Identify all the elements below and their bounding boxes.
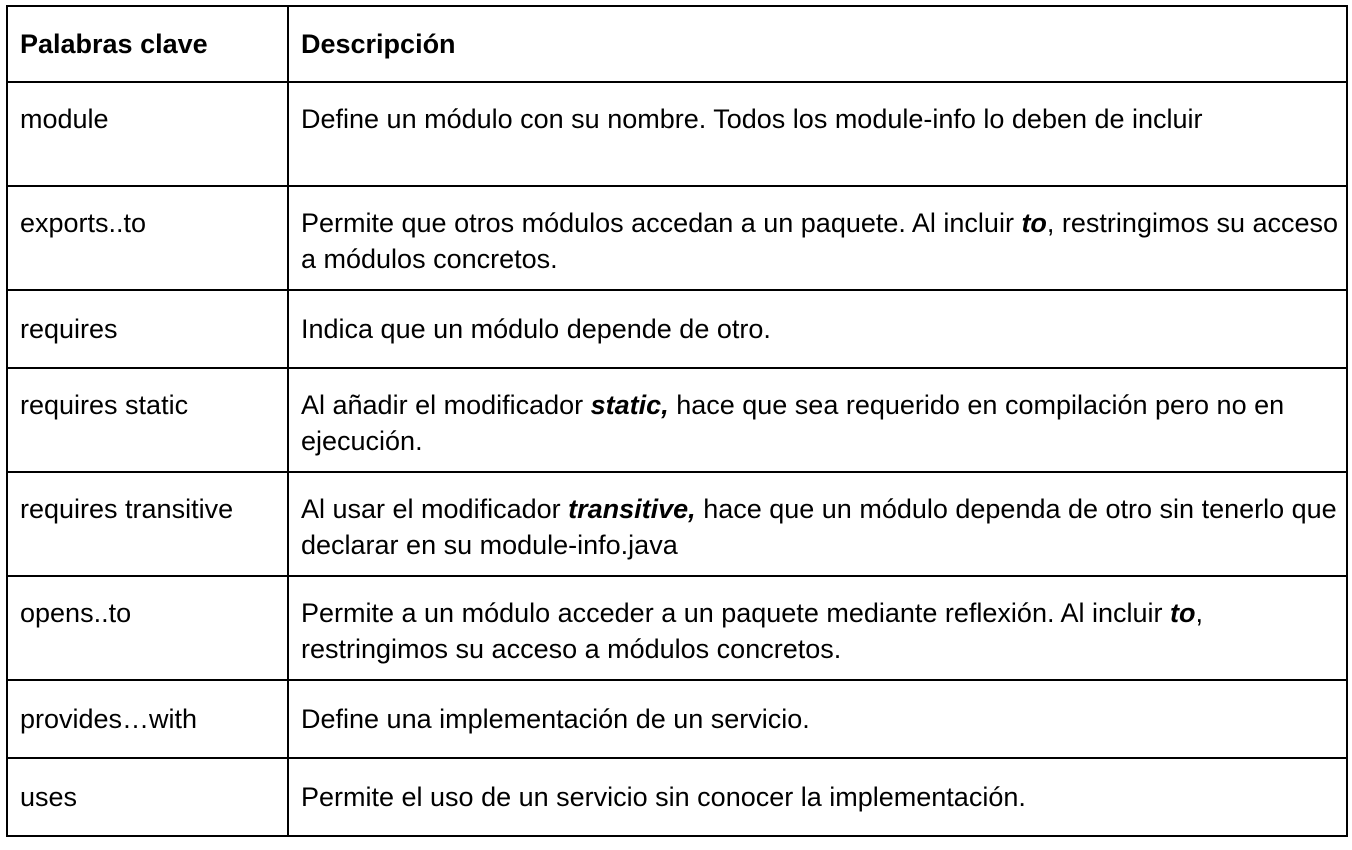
description-cell	[288, 186, 1347, 290]
keywords-table	[6, 5, 1348, 837]
table-row	[7, 680, 1347, 758]
header-description: Descripción	[288, 6, 1347, 82]
description-emphasis: transitive,	[568, 494, 696, 524]
description-text: Permite el uso de un servicio sin conocer la implementación.	[301, 782, 1026, 812]
table-row	[7, 576, 1347, 680]
description-cell	[288, 576, 1347, 680]
description-text-after: hace que un módulo dependa de otro sin tenerlo que declarar en su module-info.java	[301, 494, 1337, 560]
description-text: Define una implementación de un servicio.	[301, 704, 810, 734]
keyword-cell: requires static	[7, 368, 288, 472]
description-text: Al usar el modificador	[301, 494, 569, 524]
description-cell	[288, 472, 1347, 576]
table-row	[7, 290, 1347, 368]
keyword-cell: uses	[7, 758, 288, 836]
table-row	[7, 472, 1347, 576]
table-row	[7, 368, 1347, 472]
description-cell	[288, 290, 1347, 368]
description-cell	[288, 368, 1347, 472]
description-text: Indica que un módulo depende de otro.	[301, 314, 771, 344]
keyword-cell: provides…with	[7, 680, 288, 758]
description-text-after: , restringimos su acceso a módulos concretos.	[301, 208, 1339, 274]
table-row	[7, 82, 1347, 186]
keyword-cell: requires	[7, 290, 288, 368]
description-text-after: , restringimos su acceso a módulos concretos.	[301, 598, 1204, 664]
description-text: Define un módulo con su nombre. Todos los module-info lo deben de incluir	[301, 104, 1203, 134]
header-keyword: Palabras clave	[7, 6, 288, 82]
description-text: Permite que otros módulos accedan a un paquete. Al incluir	[301, 208, 1022, 238]
keyword-cell: module	[7, 82, 288, 186]
description-cell	[288, 680, 1347, 758]
description-emphasis: to	[1021, 208, 1047, 238]
table-header-row	[7, 6, 1347, 82]
description-cell	[288, 82, 1347, 186]
table-row	[7, 758, 1347, 836]
keyword-cell: opens..to	[7, 576, 288, 680]
keyword-cell: exports..to	[7, 186, 288, 290]
description-text: Permite a un módulo acceder a un paquete mediante reflexión. Al incluir	[301, 598, 1171, 628]
description-emphasis: to	[1170, 598, 1196, 628]
description-cell	[288, 758, 1347, 836]
description-emphasis: static,	[590, 390, 669, 420]
keyword-cell: requires transitive	[7, 472, 288, 576]
description-text: Al añadir el modificador	[301, 390, 591, 420]
description-text-after: hace que sea requerido en compilación pero no en ejecución.	[301, 390, 1285, 456]
table-row	[7, 186, 1347, 290]
